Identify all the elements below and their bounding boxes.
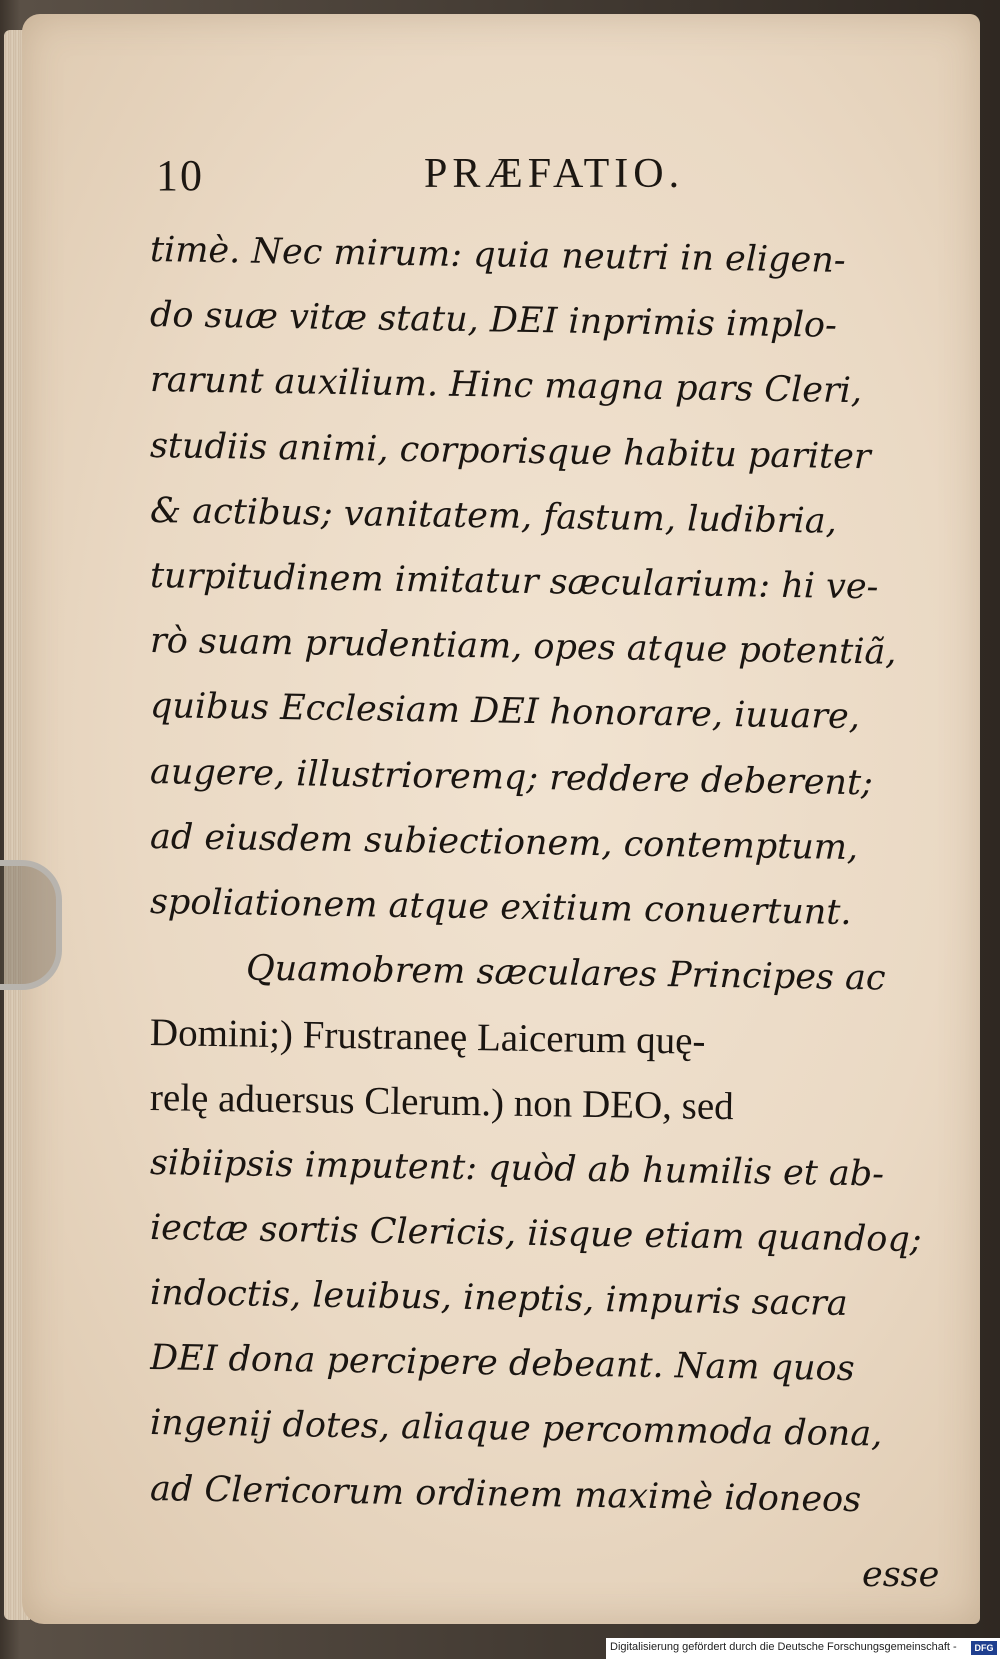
- book-clasp: [0, 860, 62, 990]
- text-line: sibiipsis imputent: quòd ab humilis et ab-: [149, 1142, 885, 1195]
- text-line: timè. Nec mirum: quia neutri in eligen-: [149, 230, 846, 281]
- text-line: ad Clericorum ordinem maximè idoneos: [149, 1468, 862, 1520]
- text-line: do suæ vitæ statu, DEI inprimis implo-: [149, 295, 838, 346]
- text-line: iectæ sortis Clericis, iisque etiam quandoq;: [149, 1207, 922, 1260]
- text-line: DEI dona percipere debeant. Nam quos: [149, 1338, 855, 1390]
- text-line: & actibus; vanitatem, fastum, ludibria,: [149, 490, 838, 542]
- running-head: [156, 150, 916, 210]
- footer-credit-text: Digitalisierung gefördert durch die Deutsche Forschungsgemeinschaft -: [610, 1641, 957, 1653]
- page-number: 10: [156, 151, 204, 200]
- dfg-logo-icon: DFG: [971, 1641, 997, 1655]
- text-line: rò suam prudentiam, opes atque potentiã,: [149, 621, 897, 673]
- body-text: [150, 218, 932, 1522]
- text-line: augere, illustrioremq; reddere deberent;: [149, 751, 874, 803]
- text-line: turpitudinem imitatur sæcularium: hi ve-: [149, 555, 879, 608]
- digitization-footer: [606, 1638, 1000, 1659]
- margin-gloss-line: relę aduersus Clerum.) non DEO, sed: [149, 1076, 735, 1129]
- page-heading: PRÆFATIO.: [424, 151, 685, 197]
- margin-gloss-line: Domini;) Frustraneę Laicerum quę-: [149, 1011, 706, 1063]
- text-line: Quamobrem sæculares Principes ac: [245, 948, 886, 999]
- text-line: studiis animi, corporisque habitu pariter: [149, 425, 871, 477]
- text-line: ad eiusdem subiectionem, contemptum,: [149, 816, 859, 868]
- text-line: ingenij dotes, aliaque percommoda dona,: [149, 1403, 883, 1455]
- text-line: rarunt auxilium. Hinc magna pars Cleri,: [149, 360, 863, 412]
- text-line: spoliationem atque exitium conuertunt.: [149, 881, 852, 933]
- text-line: indoctis, leuibus, ineptis, impuris sacra: [149, 1273, 849, 1324]
- text-line: quibus Ecclesiam DEI honorare, iuuare,: [149, 686, 861, 738]
- catchword: esse: [862, 1555, 940, 1595]
